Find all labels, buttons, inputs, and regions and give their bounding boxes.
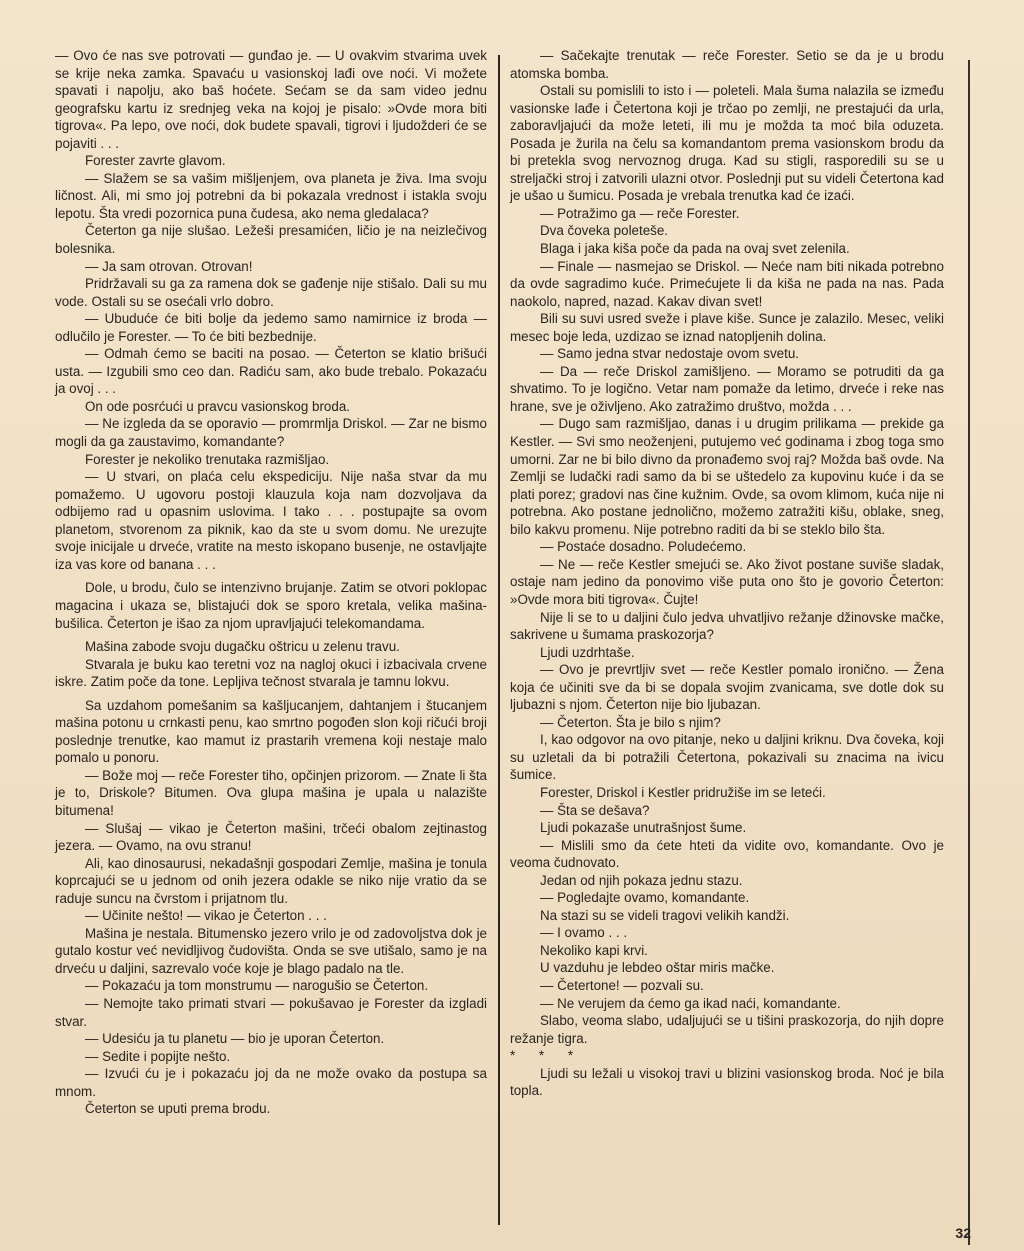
- paragraph: Na stazi su se videli tragovi velikih kandži.: [540, 907, 790, 923]
- paragraph: Forester zavrte glavom.: [85, 153, 226, 169]
- paragraph: Nije li se to u daljini čulo jedva uhvatljivo režanje džinovske mačke, sakrivene u šumama praskozorja?: [510, 609, 944, 643]
- paragraph: — Ovo će nas sve potrovati — gunđao je. — U ovakvim stvarima uvek se krije neka zamka. Spavaću u vasionskoj lađi ove noći. Vi možete spavati i napolju, ako baš hoćete. Sećam se da sam video jednu geografsku kartu iz srednjeg veka na kojoj je pisalo: »Ovde mora biti tigrova«. Pa lepo, ove noći, dok budete spavali, tigrovi i ljudožderi će se pojaviti . . .: [55, 48, 487, 151]
- paragraph: Četerton se uputi prema brodu.: [85, 1101, 271, 1117]
- paragraph: Forester, Driskol i Kestler pridružiše im se leteći.: [540, 784, 826, 800]
- paragraph: Pridržavali su ga za ramena dok se gađenje nije stišalo. Dali su mu vode. Ostali su se osećali vrlo dobro.: [55, 276, 487, 309]
- paragraph: — Nemojte tako primati stvari — pokušavao je Forester da izgladi stvar.: [55, 995, 487, 1029]
- paragraph: — Da — reče Driskol zamišljeno. — Moramo se potruditi da ga shvatimo. To je logično. Vetar nam pomaže da letimo, drveće i reke nas hrane, sve je oživljeno. Ako zatražimo društvo, možda . . .: [510, 363, 944, 414]
- paragraph: Forester je nekoliko trenutaka razmišljao.: [85, 451, 330, 467]
- page-edge-line: [968, 60, 970, 1245]
- paragraph: — Mislili smo da ćete hteti da vidite ovo, komandante. Ovo je veoma čudnovato.: [510, 837, 944, 871]
- paragraph: — Finale — nasmejao se Driskol. — Neće nam biti nikada potrebno da ovde sagradimo kuće. Primećujete li da kiša ne pada na nas. Pada naokolo, napred, nazad. Kakav divan svet!: [510, 258, 944, 309]
- paragraph: — Šta se dešava?: [540, 802, 650, 818]
- paragraph: — Odmah ćemo se baciti na posao. — Četerton se klatio brišući usta. — Izgubili smo ceo dan. Radiću sam, ako bude trebalo. Pokazaću ja ovoj . . .: [55, 346, 487, 397]
- paragraph: — Dugo sam razmišljao, danas i u drugim prilikama — prekide ga Kestler. — Svi smo neoženjeni, putujemo već godinama i zbog toga smo umorni. Zar ne bi bilo divno da pronađemo svoj raj? Možda baš ovde. Na Zemlji se ludački radi samo da bi se uštedelo za kupovinu kuće i da se plati porez; gradovi nas čine kužnim. Ovde, sa ovom klimom, kuća nije ni potrebna. Ako postane jednolično, možemo zatražiti kišu, oblake, sneg, bilo kakvu promenu. Nije potrebno raditi da bi se steklo bilo šta.: [510, 416, 944, 537]
- paragraph: Ljudi su ležali u visokoj travi u blizini vasionskog broda. Noć je bila topla.: [510, 1065, 944, 1099]
- paragraph: Mašina zabode svoju dugačku oštricu u zelenu travu.: [85, 639, 400, 655]
- paragraph: — Bože moj — reče Forester tiho, opčinjen prizorom. — Znate li šta je to, Driskole? Bitumen. Ova glupa mašina je upala u nalazište bitumena!: [55, 767, 487, 818]
- paragraph: — Sedite i popijte nešto.: [85, 1048, 231, 1064]
- paragraph: Jedan od njih pokaza jednu stazu.: [540, 872, 743, 888]
- paragraph: Stvarala je buku kao teretni voz na nagloj okuci i izbacivala crvene iskre. Zatim poče da tone. Lepljiva tečnost stvarala je tamnu lokvu.: [55, 656, 487, 690]
- paragraph: — Ne — reče Kestler smejući se. Ako život postane suviše sladak, ostaje nam jedino da ponovimo više puta ono što je govorio Četerton: »Ovde mora biti tigrova«. Čujte!: [510, 556, 944, 607]
- paragraph: Mašina je nestala. Bitumensko jezero vrilo je od zadovoljstva dok je gutalo kostur već nevidljivog čudovišta. Onda se sve utišalo, samo je na drveću u daljini, sazrevalo voće koje je blago padalo na tle.: [55, 925, 487, 976]
- paragraph: — Samo jedna stvar nedostaje ovom svetu.: [540, 346, 800, 362]
- paragraph: — Postaće dosadno. Poludećemo.: [540, 539, 747, 555]
- paragraph: — Ne izgleda da se oporavio — promrmlja Driskol. — Zar ne bismo mogli da ga zaustavimo, komandante?: [55, 416, 487, 450]
- paragraph: — Ubuduće će biti bolje da jedemo samo namirnice iz broda — odlučilo je Forester. — To će biti bezbednije.: [55, 311, 487, 344]
- paragraph: On ode posrćući u pravcu vasionskog broda.: [85, 398, 350, 414]
- paragraph: Bili su suvi usred sveže i plave kiše. Sunce je zalazilo. Mesec, veliki mesec boje leda, uzdizao se iznad natopljenih dolina.: [510, 311, 944, 344]
- paragraph: — Slušaj — vikao je Četerton mašini, trčeći obalom zejtinastog jezera. — Ovamo, na ovu stranu!: [55, 820, 487, 854]
- paragraph: — Udesiću ja tu planetu — bio je uporan Četerton.: [85, 1031, 385, 1047]
- left-column: [55, 47, 487, 1118]
- paragraph: — Ovo je prevrtljiv svet — reče Kestler pomalo ironično. — Žena koja će učiniti sve da bi se dopala svojim zvanicama, sve dotle dok su ljubazni s njom. Četerton nije bio ljubazan.: [510, 662, 944, 713]
- paragraph: — Ja sam otrovan. Otrovan!: [85, 258, 253, 274]
- paragraph: — Pogledajte ovamo, komandante.: [540, 890, 750, 906]
- paragraph: — Pokazaću ja tom monstrumu — narogušio se Četerton.: [85, 978, 429, 994]
- paragraph: Dole, u brodu, čulo se intenzivno brujanje. Zatim se otvori poklopac magacina i ukaza se, blistajući dok se sporo kretala, velika mašina-bušilica. Četerton je išao za njom upravljajući telekomandama.: [55, 580, 487, 631]
- paragraph: Ljudi uzdrhtaše.: [540, 644, 635, 660]
- paragraph: — I ovamo . . .: [540, 925, 628, 941]
- paragraph: Ostali su pomislili to isto i — poleteli. Mala šuma nalazila se između vasionske lađe i Četertona koji je trčao po zemlji, ne prestajući da urla, zaboravljajući da može leteti, ili mu je možda ta moć bila oduzeta. Posada je žurila na čelu sa komandantom prema vasionskom brodu da bi pretekla svog nervoznog druga. Kad su stigli, rasporedili su se u streljački stroj i zatvorili ulazni otvor. Poslednji put su videli Četertona kad je ušao u šumicu. Posada je vrebala trenutka kad će izaći.: [510, 83, 944, 204]
- paragraph: — Četerton. Šta je bilo s njim?: [540, 714, 721, 730]
- paragraph: Ali, kao dinosaurusi, nekadašnji gospodari Zemlje, mašina je tonula koprcajući se u jednom od onih jezera odakle se niko nije vratio da se raduje suncu na čvrstom i prijatnom tlu.: [55, 855, 487, 906]
- paragraph: — Učinite nešto! — vikao je Četerton . . .: [85, 908, 327, 924]
- paragraph: Četerton ga nije slušao. Ležeši presamićen, ličio je na neizlečivog bolesnika.: [55, 223, 487, 257]
- paragraph: Nekoliko kapi krvi.: [540, 942, 648, 958]
- paragraph: — Ne verujem da ćemo ga ikad naći, komandante.: [540, 995, 841, 1011]
- paragraph: — Četertone! — pozvali su.: [540, 977, 704, 993]
- paragraph: Ljudi pokazaše unutrašnjost šume.: [540, 820, 747, 836]
- paragraph: — Sačekajte trenutak — reče Forester. Setio se da je u brodu atomska bomba.: [510, 48, 944, 81]
- paragraph: — Slažem se sa vašim mišljenjem, ova planeta je živa. Ima svoju ličnost. Ali, mi smo joj potrebni da bi pokazala vrednost i istakla svoju lepotu. Šta vredi pozornica puna čudesa, ako nema gledalaca?: [55, 170, 487, 221]
- paragraph: — U stvari, on plaća celu ekspediciju. Nije naša stvar da mu pomažemo. U ugovoru postoji klauzula koja nam dozvoljava da odbijemo rad u opasnim uslovima. I tako . . . postupajte sa ovom planetom, stvorenom za piknik, kao da ste u svom domu. Ne urezujte svoje inicijale u drveće, vratite na mesto iskopano busenje, ne ostavljajte iza vas kore od banana . . .: [55, 469, 487, 572]
- paragraph: U vazduhu je lebdeo oštar miris mačke.: [540, 960, 775, 976]
- paragraph: Slabo, veoma slabo, udaljujući se u tišini praskozorja, do njih dopre režanje tigra.: [510, 1013, 944, 1046]
- paragraph: I, kao odgovor na ovo pitanje, neko u daljini kriknu. Dva čoveka, koji su uzletali da bi potražili Četertona, pokazivali su znacima na ivicu šumice.: [510, 732, 944, 783]
- paragraph: — Izvući ću je i pokazaću joj da ne može ovako da postupa sa mnom.: [55, 1066, 487, 1099]
- column-divider: [498, 55, 500, 1225]
- paragraph: Dva čoveka poleteše.: [540, 223, 669, 239]
- paragraph: — Potražimo ga — reče Forester.: [540, 205, 740, 221]
- right-column: [510, 47, 944, 1100]
- paragraph: Sa uzdahom pomešanim sa kašljucanjem, dahtanjem i štucanjem mašina potonu u crnkasti penu, kao smrtno pogođen slon koji ričući broji poslednje trenutke, kao mamut iz prastarih vremena koji nestaje malo pomalo u ponoru.: [55, 697, 487, 766]
- paragraph: Blaga i jaka kiša poče da pada na ovaj svet zelenila.: [540, 241, 850, 257]
- section-break: * * *: [510, 1048, 584, 1064]
- page-number: 32: [955, 1225, 971, 1241]
